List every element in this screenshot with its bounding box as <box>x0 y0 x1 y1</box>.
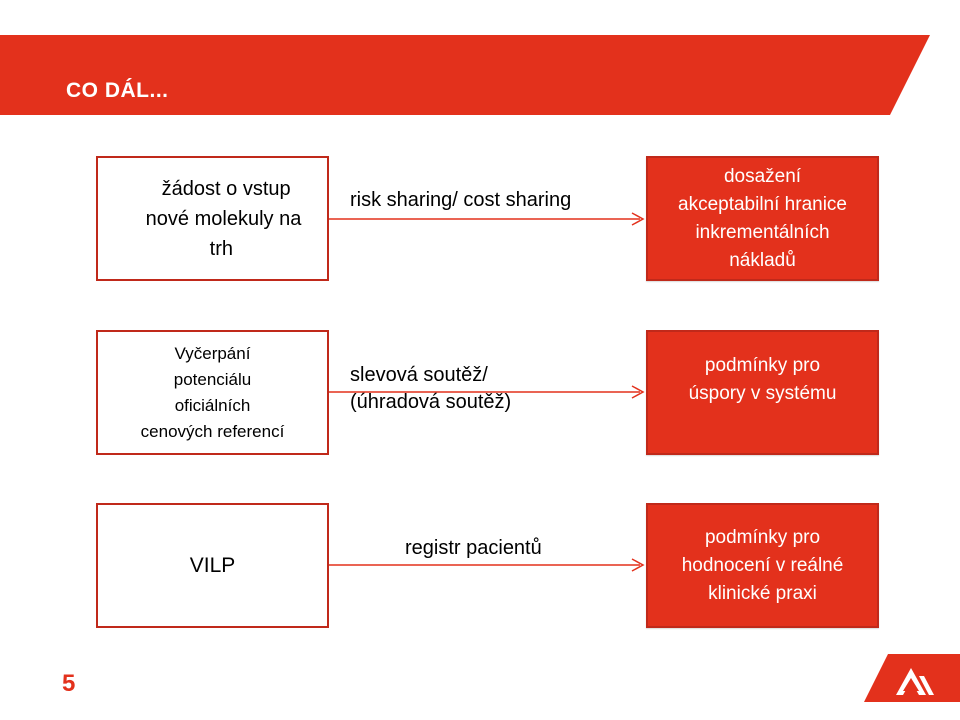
left-box-3-line-1: VILP <box>189 553 236 577</box>
right-box-1 <box>646 156 879 281</box>
left-box-1 <box>96 156 329 281</box>
left-box-1-line-3: trh <box>209 237 234 260</box>
right-box-1-line-1: dosažení <box>723 165 802 187</box>
connector-label-3-line-1: registr pacientů <box>405 537 542 559</box>
right-box-2-line-2: úspory v systému <box>688 383 837 404</box>
right-box-2 <box>646 330 879 455</box>
left-box-1-line-2: nové molekuly na <box>145 207 302 230</box>
right-box-2-line-1: podmínky pro <box>704 355 821 376</box>
logo-shape <box>864 654 960 702</box>
connector-label-2-line-1: slevová soutěž/ <box>350 364 488 386</box>
slide-title: CO DÁL... <box>66 79 169 102</box>
right-box-3-line-2: hodnocení v reálné <box>681 554 844 576</box>
connector-label-2 <box>350 362 511 416</box>
left-box-2 <box>96 330 329 455</box>
right-box-1-line-2: akceptabilní hranice <box>678 193 847 215</box>
page-number: 5 <box>62 670 76 697</box>
right-box-1-line-4: nákladů <box>729 249 796 271</box>
left-box-2-line-4: cenových referencí <box>140 421 285 441</box>
right-box-3-line-1: podmínky pro <box>704 526 821 548</box>
left-box-2-line-3: oficiálních <box>174 395 251 415</box>
right-box-3-line-3: klinické praxi <box>708 582 817 604</box>
left-box-2-line-1: Vyčerpání <box>174 343 251 363</box>
company-logo-icon <box>864 654 960 702</box>
connector-label-3 <box>405 536 542 560</box>
left-box-3 <box>96 503 329 628</box>
left-box-1-line-1: žádost o vstup <box>161 177 291 200</box>
connector-label-1-line-1: risk sharing/ cost sharing <box>350 189 572 211</box>
right-box-3 <box>646 503 879 628</box>
right-box-1-line-3: inkrementálních <box>695 221 830 243</box>
connector-label-2-line-2: (úhradová soutěž) <box>350 391 512 413</box>
left-box-2-line-2: potenciálu <box>173 369 252 389</box>
connector-label-1 <box>350 188 571 212</box>
